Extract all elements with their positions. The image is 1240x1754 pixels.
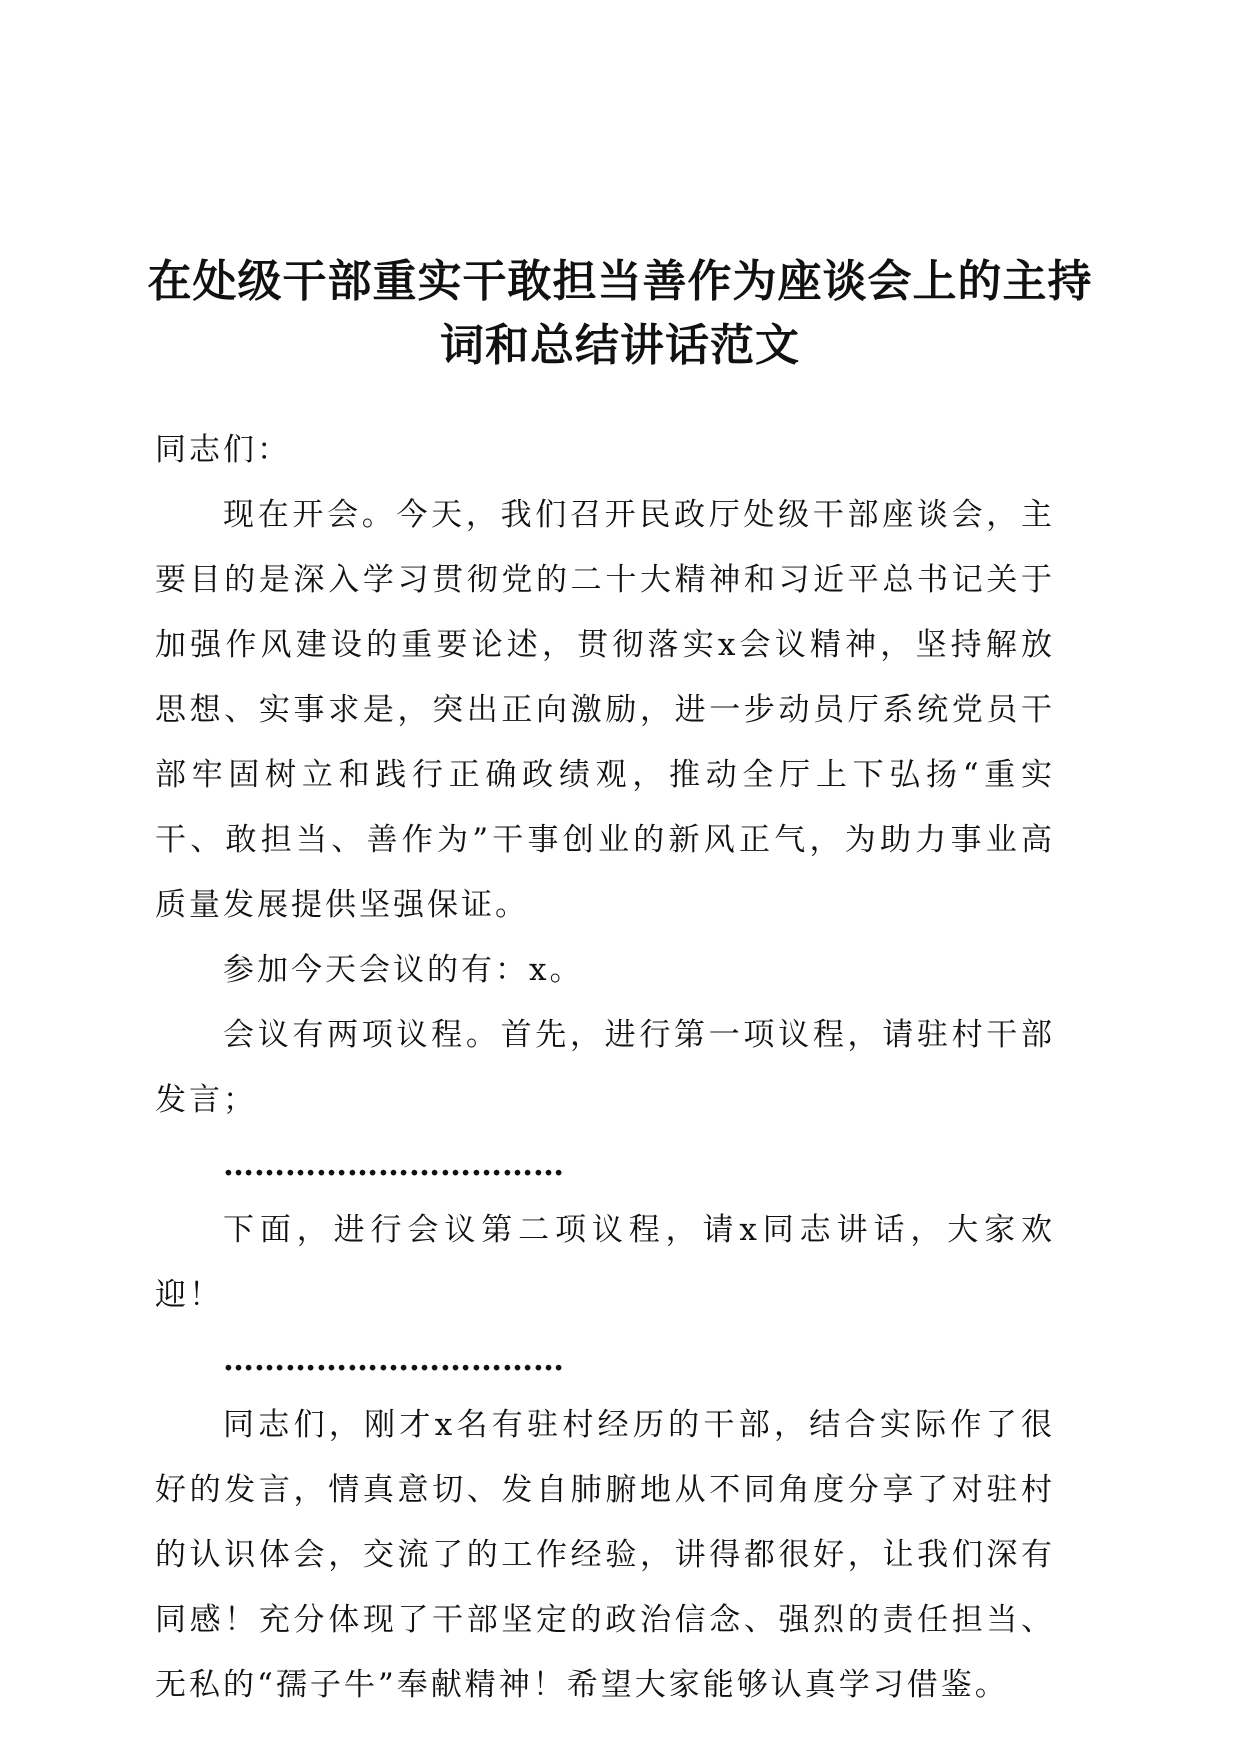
- paragraph-agenda-first: 会议有两项议程。首先，进行第一项议程，请驻村干部发言；: [155, 1017, 1055, 1118]
- paragraph-attendees: 参加今天会议的有：x。: [223, 952, 584, 988]
- paragraph-agenda-second: 下面，进行会议第二项议程，请x同志讲话，大家欢迎！: [155, 1212, 1055, 1313]
- ellipsis-separator: ……………………………: [223, 1147, 564, 1183]
- paragraph-summary: 同志们，刚才x名有驻村经历的干部，结合实际作了很好的发言，情真意切、发自肺腑地从不同角度分享了对驻村的认识体会，交流了的工作经验，讲得都很好，让我们深有同感！充分体现了干部坚定的政治信念、强烈的责任担当、无私的“孺子牛”奉献精神！希望大家能够认真学习借鉴。: [155, 1407, 1055, 1703]
- paragraph-opening: 现在开会。今天，我们召开民政厅处级干部座谈会，主要目的是深入学习贯彻党的二十大精神和习近平总书记关于加强作风建设的重要论述，贯彻落实x会议精神，坚持解放思想、实事求是，突出正向激励，进一步动员厅系统党员干部牢固树立和践行正确政绩观，推动全厅上下弘扬“重实干、敢担当、善作为”干事创业的新风正气，为助力事业高质量发展提供坚强保证。: [155, 497, 1055, 923]
- document-title: 在处级干部重实干敢担当善作为座谈会上的主持词和总结讲话范文: [147, 256, 1093, 371]
- ellipsis-separator: ……………………………: [223, 1342, 564, 1378]
- salutation: 同志们：: [155, 432, 291, 468]
- document-body: [155, 418, 1055, 1718]
